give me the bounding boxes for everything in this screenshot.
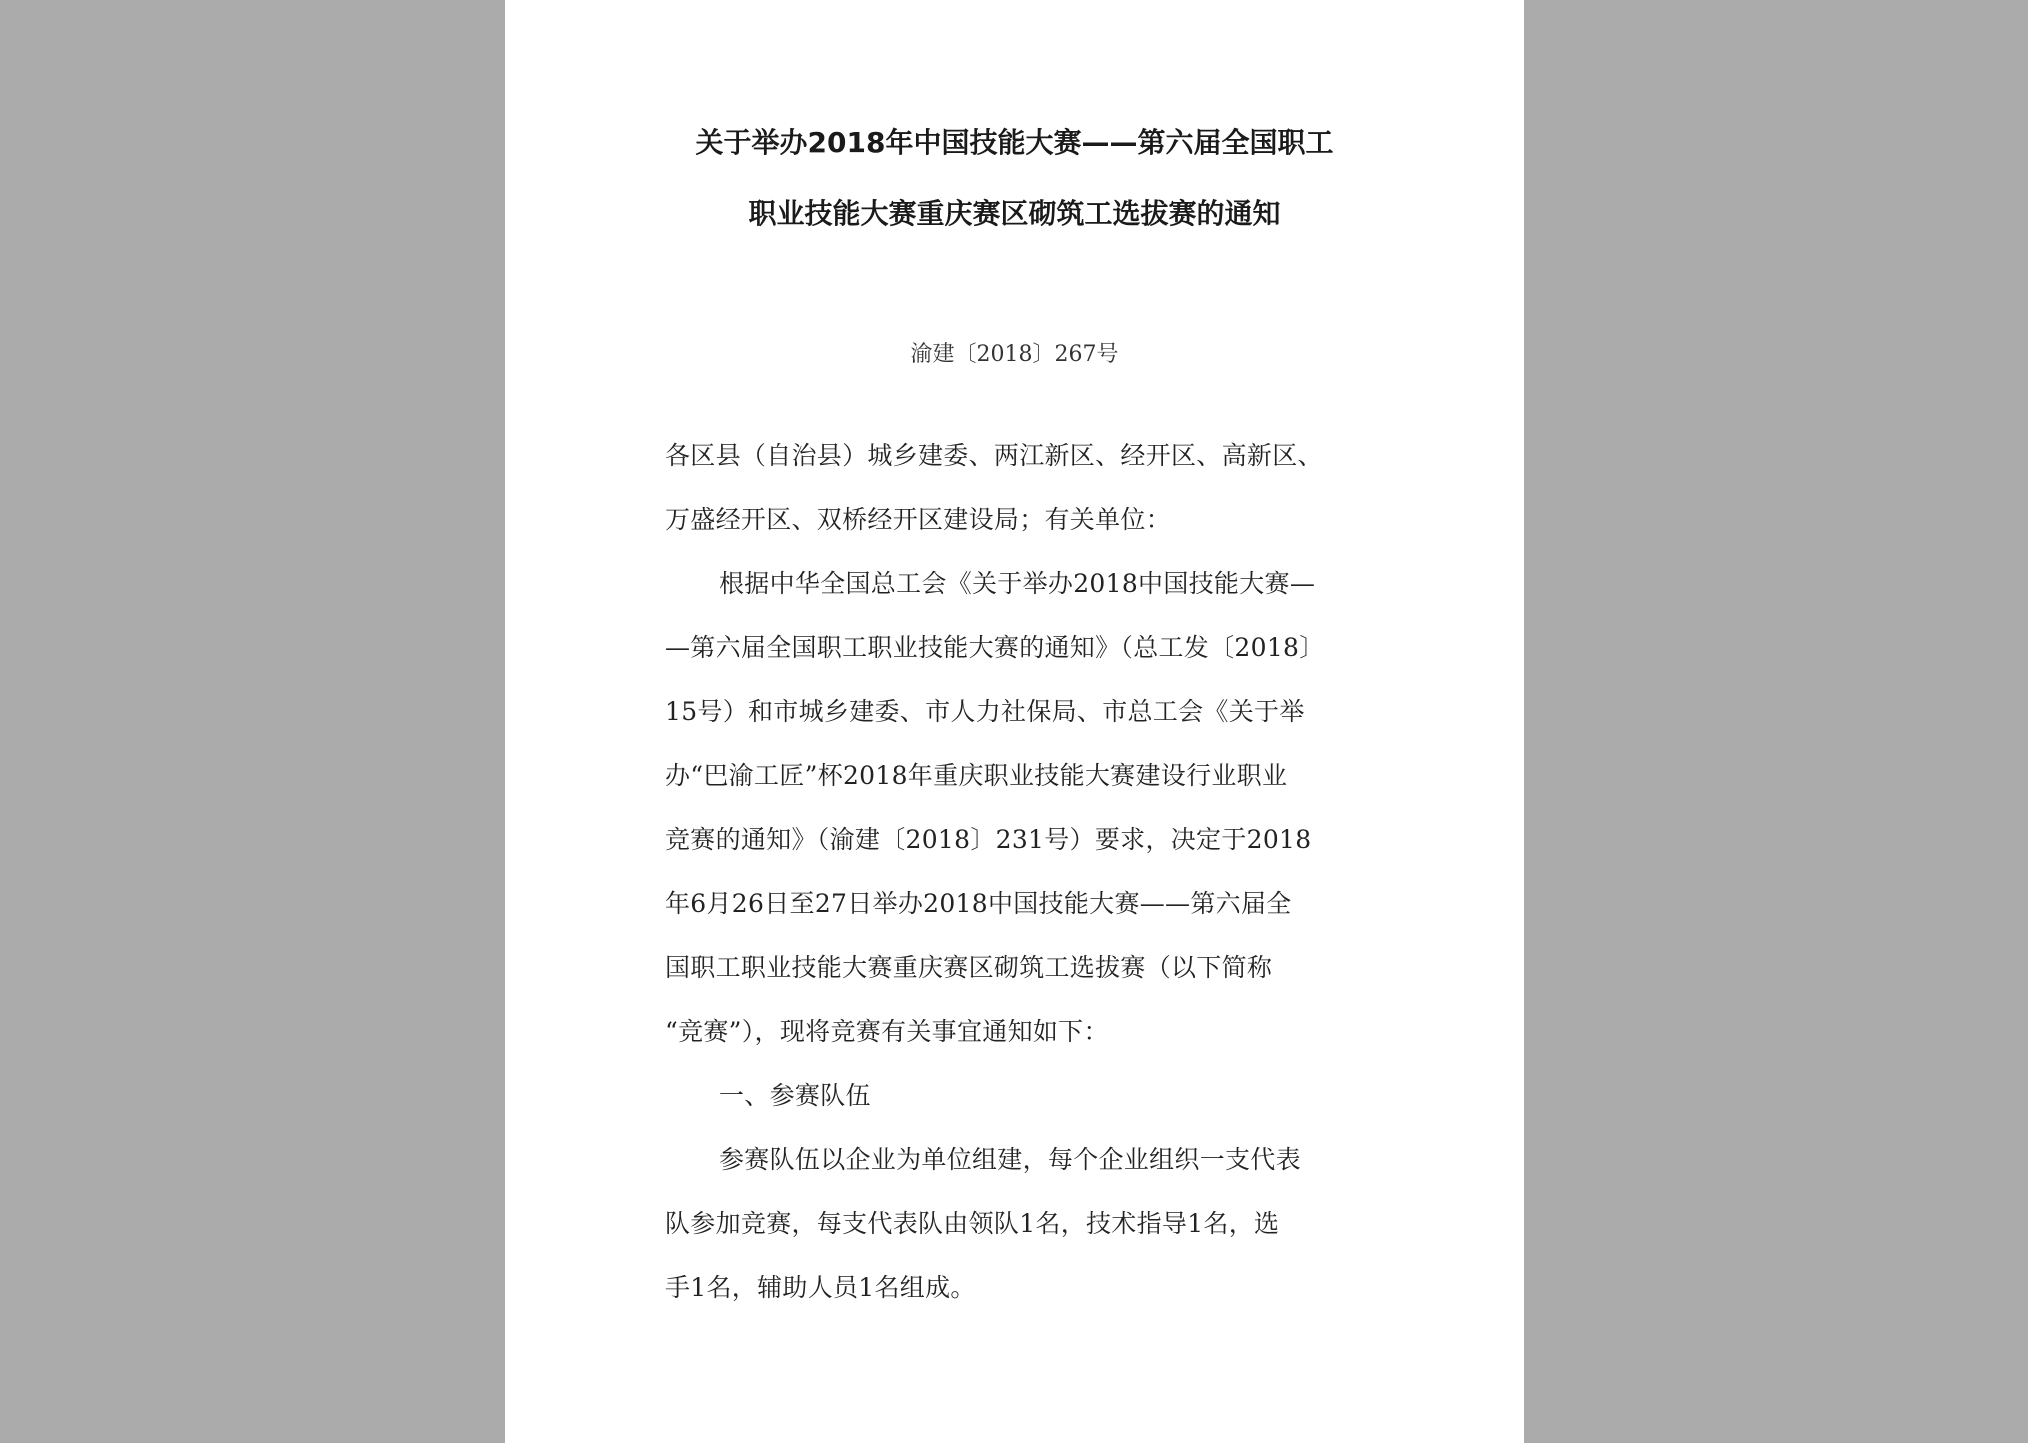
body-line-para2-3: 手1名，辅助人员1名组成。 [665,1273,976,1302]
body-line-addressee-1: 各区县（自治县）城乡建委、两江新区、经开区、高新区、 [665,441,1323,470]
document-title-line-1: 关于举办2018年中国技能大赛——第六届全国职工 [695,126,1334,159]
body-line-para1-2: —第六届全国职工职业技能大赛的通知》（总工发〔2018〕 [665,633,1325,662]
body-line-para1-8: “竞赛”），现将竞赛有关事宜通知如下： [665,1017,1109,1046]
document-title-line-2: 职业技能大赛重庆赛区砌筑工选拔赛的通知 [748,197,1281,230]
section-heading-teams: 一、参赛队伍 [719,1081,871,1110]
body-line-para1-5: 竞赛的通知》（渝建〔2018〕231号）要求，决定于2018 [665,825,1312,854]
body-line-para2-1: 参赛队伍以企业为单位组建，每个企业组织一支代表 [719,1145,1301,1174]
document-number: 渝建〔2018〕267号 [910,342,1119,367]
body-line-para2-2: 队参加竞赛，每支代表队由领队1名，技术指导1名，选 [665,1209,1280,1238]
body-line-para1-1: 根据中华全国总工会《关于举办2018中国技能大赛— [719,569,1316,598]
body-line-para1-6: 年6月26日至27日举办2018中国技能大赛——第六届全 [665,889,1292,918]
body-line-para1-4: 办“巴渝工匠”杯2018年重庆职业技能大赛建设行业职业 [665,761,1288,790]
body-line-para1-7: 国职工职业技能大赛重庆赛区砌筑工选拔赛（以下简称 [665,953,1273,982]
document-page [505,0,1524,1443]
body-line-para1-3: 15号）和市城乡建委、市人力社保局、市总工会《关于举 [665,697,1305,726]
body-line-addressee-2: 万盛经开区、双桥经开区建设局；有关单位： [665,505,1172,534]
